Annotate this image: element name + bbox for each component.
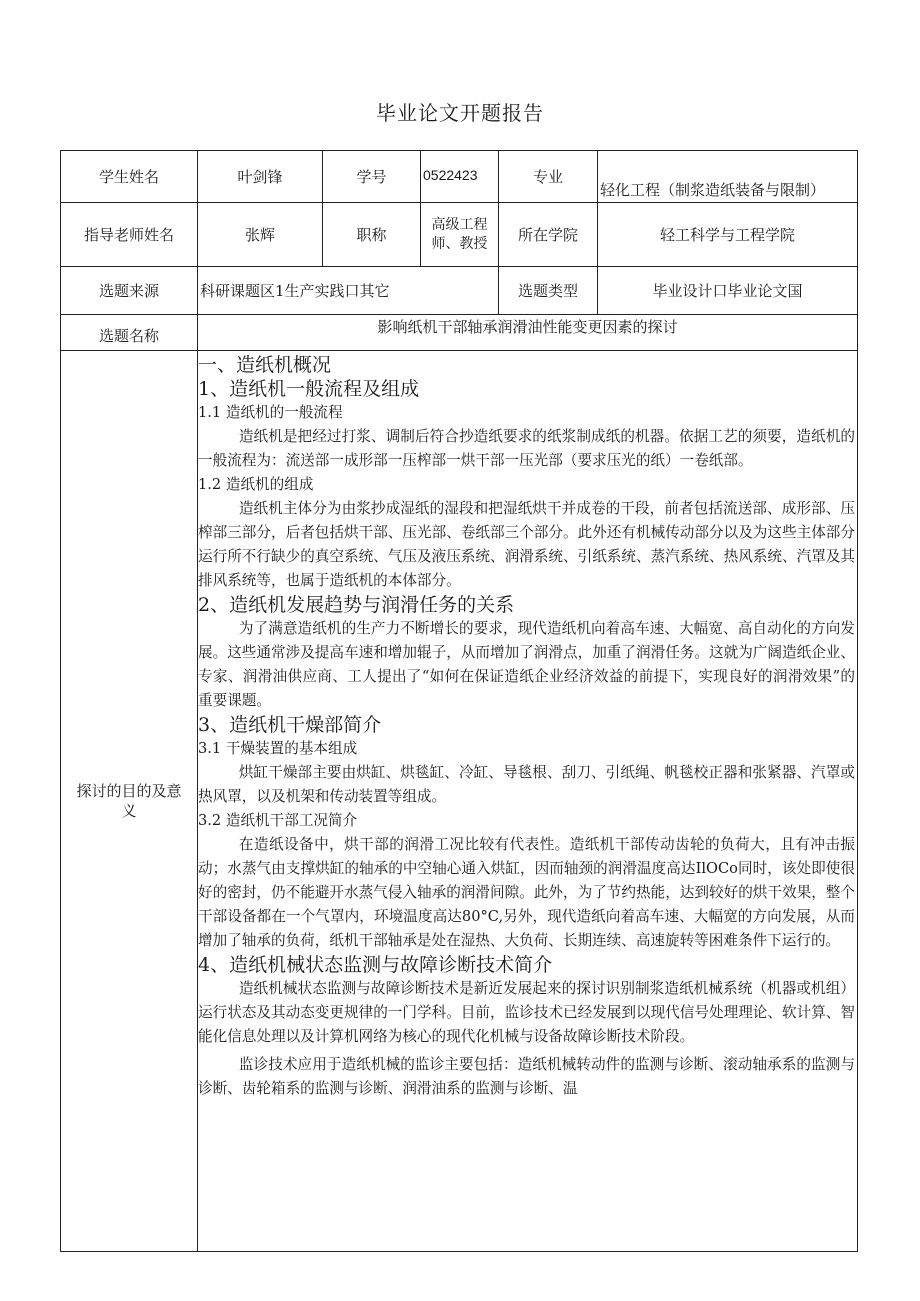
student-id-label: 学号 [356, 167, 387, 186]
major-value: 轻化工程（制浆造纸装备与限制） [600, 180, 826, 199]
section-heading: 一、造纸机概况 [198, 354, 332, 376]
paragraph: 造纸机是把经过打浆、调制后符合抄造纸要求的纸浆制成纸的机器。依据工艺的须要，造纸机的一般流程为：流送部一成形部一压榨部一烘干部一压光部（要求压光的纸）一卷纸部。 [198, 428, 855, 469]
advisor-value: 张辉 [244, 225, 275, 244]
purpose-content [198, 353, 855, 1101]
topic-source-value: 科研课题区1生产实践口其它 [200, 281, 390, 300]
purpose-label: 探讨的目的及意义 [76, 782, 182, 820]
paragraph: 为了满意造纸机的生产力不断增长的要求，现代造纸机向着高车速、大幅宽、高自动化的方向发展。这些通常涉及提高车速和增加辊子，从而增加了润滑点，加重了润滑任务。这就为广阔造纸企业、专家、润滑油供应商、工人提出了“如何在保证造纸企业经济效益的前提下，实现良好的润滑效果”的重要课题。 [198, 620, 855, 709]
subsubsection-heading: 3.1 干燥装置的基本组成 [198, 740, 358, 757]
topic-source-label: 选题来源 [98, 281, 159, 300]
topic-type-value: 毕业设计口毕业论文国 [652, 281, 803, 300]
subsubsection-heading: 1.1 造纸机的一般流程 [198, 404, 343, 421]
topic-name-value: 影响纸机干部轴承润滑油性能变更因素的探讨 [377, 318, 678, 336]
subsubsection-heading: 1.2 造纸机的组成 [198, 476, 314, 493]
topic-type-label: 选题类型 [517, 281, 578, 300]
subsection-heading: 3、造纸机干燥部简介 [198, 714, 382, 736]
subsection-heading: 2、造纸机发展趋势与润滑任务的关系 [198, 594, 515, 616]
college-value: 轻工科学与工程学院 [659, 225, 795, 244]
paragraph: 烘缸干燥部主要由烘缸、烘毯缸、冷缸、导毯根、刮刀、引纸绳、帆毯校正器和张紧器、汽罩或热风罩，以及机架和传动装置等组成。 [198, 764, 855, 805]
paragraph: 造纸机主体分为由浆抄成湿纸的湿段和把湿纸烘干并成卷的干段，前者包括流送部、成形部、压榨部三部分，后者包括烘干部、压光部、卷纸部三个部分。此外还有机械传动部分以及为这些主体部分运行所不行缺少的真空系统、气压及液压系统、润滑系统、引纸系统、蒸汽系统、热风系统、汽罩及其排风系统等，也属于造纸机的本体部分。 [198, 500, 855, 589]
student-name-label: 学生姓名 [98, 167, 159, 186]
college-label: 所在学院 [517, 225, 578, 244]
topic-name-label: 选题名称 [98, 326, 159, 345]
paragraph: 在造纸设备中，烘干部的润滑工况比较有代表性。造纸机干部传动齿轮的负荷大，且有冲击振动；水蒸气由支撑烘缸的轴承的中空轴心通入烘缸，因而轴颈的润滑温度高达IlOCo同时，该处即使很好的密封，仍不能避开水蒸气侵入轴承的润滑间隙。此外，为了节约热能，达到较好的烘干效果，整个干部设备都在一个气罩内，环境温度高达80°C,另外，现代造纸向着高车速、大幅宽的方向发展，从而增加了轴承的负荷，纸机干部轴承是处在湿热、大负荷、长期连续、高速旋转等困难条件下运行的。 [198, 836, 855, 949]
student-id-value: 0522423 [423, 167, 478, 183]
paragraph: 监诊技术应用于造纸机械的监诊主要包括：造纸机械转动件的监测与诊断、滚动轴承系的监测与诊断、齿轮箱系的监测与诊断、润滑油系的监测与诊断、温 [198, 1056, 855, 1097]
advisor-title-value: 高级工程师、教授 [431, 216, 488, 252]
document-title: 毕业论文开题报告 [376, 101, 544, 125]
subsection-heading: 1、造纸机一般流程及组成 [198, 378, 420, 400]
major-label: 专业 [532, 167, 563, 186]
paragraph: 造纸机械状态监测与故障诊断技术是新近发展起来的探讨识别制浆造纸机械系统（机器或机组）运行状态及其动态变更规律的一门学科。目前，监诊技术已经发展到以现代信号处理理论、软计算、智能化信息处理以及计算机网络为核心的现代化机械与设备故障诊断技术阶段。 [198, 980, 855, 1045]
advisor-title-label: 职称 [356, 225, 387, 244]
student-name-value: 叶剑锋 [237, 167, 283, 186]
advisor-label: 指导老师姓名 [83, 225, 174, 244]
subsection-heading: 4、造纸机械状态监测与故障诊断技术简介 [198, 954, 553, 976]
subsubsection-heading: 3.2 造纸机干部工况简介 [198, 812, 358, 829]
